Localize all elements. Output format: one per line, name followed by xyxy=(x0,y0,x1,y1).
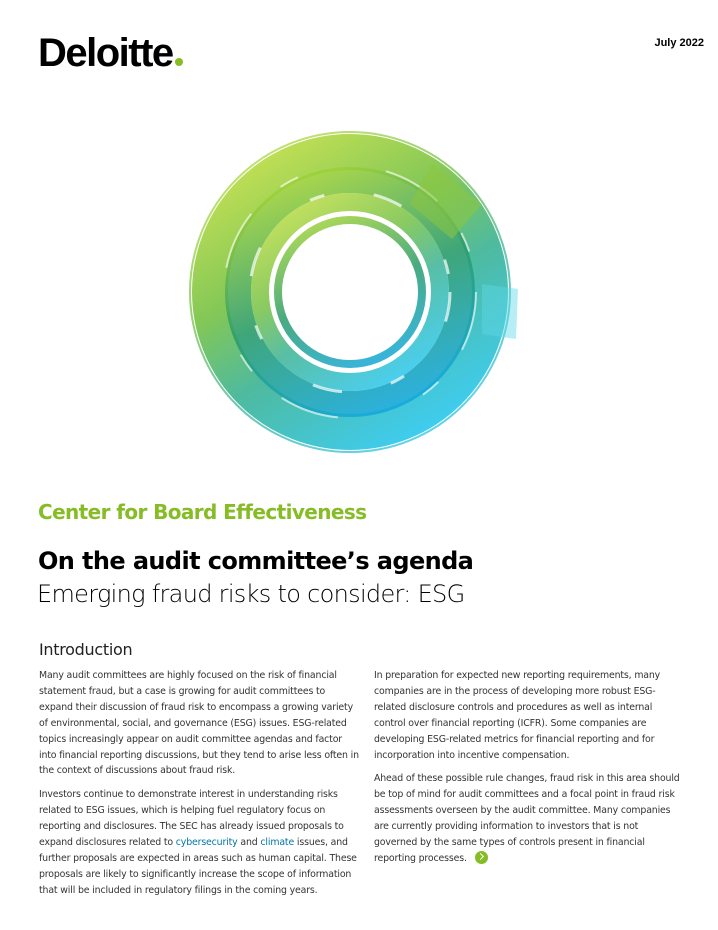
intro-paragraph-2 xyxy=(39,787,361,898)
paragraph-text: and xyxy=(237,837,261,849)
paragraph-text: Investors continue to demonstrate interest in understanding risks related to ESG issues, which is helping fuel regulatory focus on reporting and disclosures. The SEC has already issued proposals to expand disclosures related to xyxy=(39,789,344,849)
page-title: On the audit committee’s agenda xyxy=(38,547,474,575)
deloitte-logo xyxy=(38,33,183,73)
paragraph-text: Ahead of these possible rule changes, fraud risk in this area should be top of mind for audit committees and a focal point in fraud risk assessments overseen by the audit committee. Many companies are currently providing information to investors that is not governed by the same types of controls present in financial reporting processes. xyxy=(374,773,680,864)
cybersecurity-link[interactable]: cybersecurity xyxy=(175,837,238,849)
page-subtitle: Emerging fraud risks to consider: ESG xyxy=(37,580,465,608)
intro-paragraph-4 xyxy=(374,771,680,866)
intro-paragraph-1: Many audit committees are highly focused on the risk of financial statement fraud, but a case is growing for audit committees to expand their discussion of fraud risk to encompass a growing variety of environmental, social, and governance (ESG) issues. ESG-related topics increasingly appear on audit committee agendas and factor into financial reporting discussions, but they tend to arise less often in the context of discussions about fraud risk. xyxy=(39,670,359,777)
paragraph-text: issues, and further proposals are expected in areas such as human capital. These proposals are likely to significantly increase the scope of information that will be included in regulatory filings in the coming years. xyxy=(39,837,357,896)
next-page-button[interactable] xyxy=(475,851,488,864)
section-heading-introduction: Introduction xyxy=(39,640,133,659)
hero-circle-graphic xyxy=(182,124,518,460)
right-column xyxy=(374,668,680,875)
left-column xyxy=(39,668,361,907)
program-label: Center for Board Effectiveness xyxy=(38,500,367,524)
brand-name: Deloitte xyxy=(38,31,173,75)
brand-dot-icon xyxy=(175,58,183,66)
climate-link[interactable]: climate xyxy=(260,837,295,849)
intro-paragraph-3: In preparation for expected new reporting requirements, many companies are in the process of developing more robust ESG-related disclosure controls and procedures as well as internal control over financial reporting (ICFR). Some companies are developing ESG-related metrics for financial reporting and for incorporation into incentive compensation. xyxy=(374,670,661,761)
publication-date: July 2022 xyxy=(654,37,704,49)
